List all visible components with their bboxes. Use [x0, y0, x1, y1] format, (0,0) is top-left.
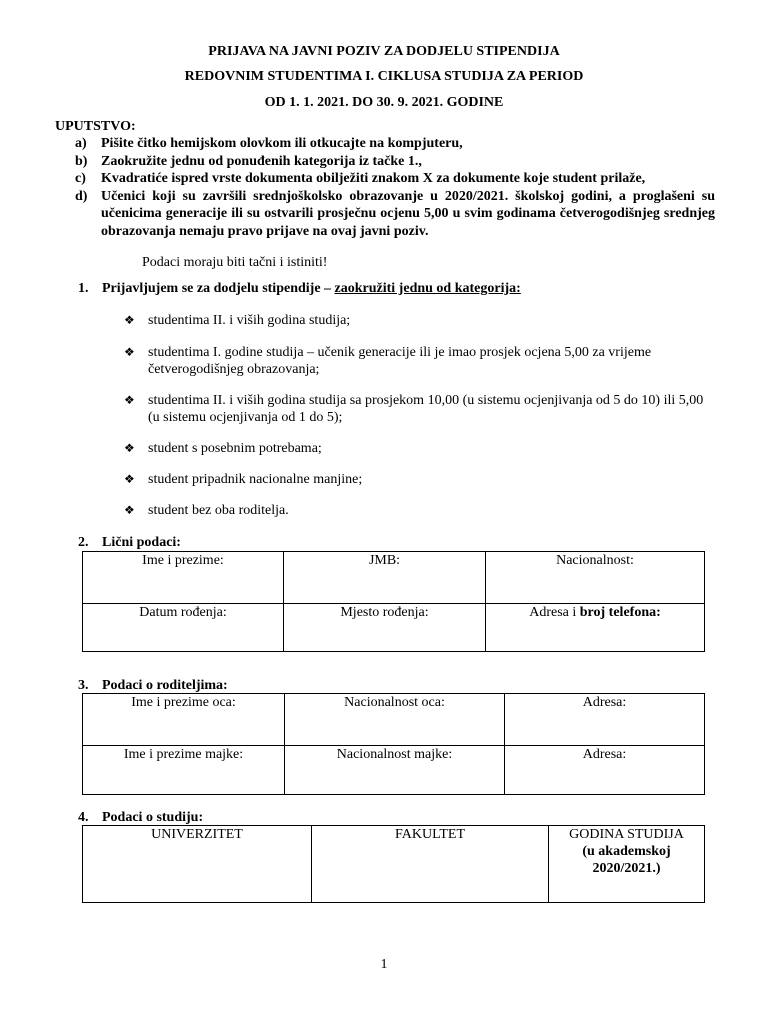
instruction-label: d)	[75, 188, 88, 204]
page-number: 1	[380, 957, 388, 972]
instruction-text: Pišite čitko hemijskom olovkom ili otkucajte na kompjuteru,	[101, 136, 463, 151]
academic-year-note-2: 2020/2021.)	[592, 861, 661, 876]
mother-address-field[interactable]: Adresa:	[505, 746, 705, 795]
father-address-field[interactable]: Adresa:	[505, 694, 705, 746]
diamond-bullet-icon: ❖	[124, 393, 135, 407]
category-text: studentima II. i viših godina studija;	[148, 313, 351, 328]
section-3-title	[78, 678, 228, 694]
category-text: studentima I. godine studija – učenik generacije ili je imao prosjek ocjena 5,00 za vrijeme četverogodišnjeg obrazovanja;	[148, 345, 652, 377]
title-line-1: PRIJAVA NA JAVNI POZIV ZA DODJELU STIPENDIJA	[208, 44, 560, 59]
instruction-label: b)	[75, 153, 88, 169]
instruction-text: Kvadratiće ispred vrste dokumenta obilježiti znakom X za dokumente koje student prilaže,	[101, 171, 646, 186]
category-item	[124, 502, 704, 519]
category-item	[124, 312, 704, 329]
father-name-field[interactable]: Ime i prezime oca:	[83, 694, 285, 746]
diamond-bullet-icon: ❖	[124, 345, 135, 359]
instructions-block	[55, 118, 715, 240]
mother-nationality-field[interactable]: Nacionalnost majke:	[285, 746, 505, 795]
section-3-text: Podaci o roditeljima:	[102, 678, 228, 693]
title-line-2: REDOVNIM STUDENTIMA I. CIKLUSA STUDIJA ZA PERIOD	[184, 69, 584, 84]
category-item	[124, 392, 704, 426]
academic-year-note-1: (u akademskoj	[582, 844, 671, 859]
table-row	[83, 694, 705, 746]
title-line-3: OD 1. 1. 2021. DO 30. 9. 2021. GODINE	[264, 95, 504, 110]
birth-date-field[interactable]: Datum rođenja:	[83, 604, 284, 652]
accuracy-note: Podaci moraju biti tačni i istiniti!	[142, 255, 328, 270]
address-label: Adresa i	[529, 605, 580, 620]
table-row	[83, 552, 705, 604]
diamond-bullet-icon: ❖	[124, 472, 135, 486]
instruction-text: Zaokružite jednu od ponuđenih kategorija iz tačke 1.,	[101, 153, 422, 169]
father-nationality-field[interactable]: Nacionalnost oca:	[285, 694, 505, 746]
university-field[interactable]: UNIVERZITET	[83, 826, 312, 903]
table-row	[83, 826, 705, 903]
category-item	[124, 440, 704, 457]
section-1-underlined: zaokružiti jednu od kategorija:	[334, 281, 521, 296]
study-year-label: GODINA STUDIJA	[569, 827, 684, 842]
instruction-item	[55, 153, 715, 171]
section-number: 3.	[78, 678, 89, 693]
section-1-title	[78, 281, 521, 297]
category-text: student bez oba roditelja.	[148, 503, 289, 518]
nationality-field[interactable]: Nacionalnost:	[486, 552, 705, 604]
table-row	[83, 604, 705, 652]
diamond-bullet-icon: ❖	[124, 441, 135, 455]
instruction-label: a)	[75, 136, 87, 151]
personal-data-table	[82, 551, 705, 652]
section-number: 2.	[78, 535, 89, 550]
instructions-title: UPUTSTVO:	[55, 119, 136, 134]
table-row	[83, 746, 705, 795]
birth-place-field[interactable]: Mjesto rođenja:	[284, 604, 486, 652]
section-4-title	[78, 810, 203, 826]
section-2-text: Lični podaci:	[102, 535, 181, 550]
section-2-title	[78, 535, 181, 551]
phone-label: broj telefona:	[579, 605, 661, 620]
section-1-text: Prijavljujem se za dodjelu stipendije –	[102, 281, 335, 296]
parents-data-table	[82, 693, 705, 795]
instruction-label: c)	[75, 171, 86, 186]
faculty-field[interactable]: FAKULTET	[312, 826, 549, 903]
jmb-field[interactable]: JMB:	[284, 552, 486, 604]
section-number: 4.	[78, 810, 89, 825]
category-text: student pripadnik nacionalne manjine;	[148, 472, 363, 487]
section-4-text: Podaci o studiju:	[102, 810, 204, 825]
category-item	[124, 344, 704, 378]
study-year-field[interactable]	[549, 826, 705, 903]
instruction-item	[55, 188, 715, 241]
address-phone-field[interactable]	[486, 604, 705, 652]
diamond-bullet-icon: ❖	[124, 313, 135, 327]
study-data-table	[82, 825, 705, 903]
name-field[interactable]: Ime i prezime:	[83, 552, 284, 604]
category-item	[124, 471, 704, 488]
instruction-text: Učenici koji su završili srednjoškolsko obrazovanje u 2020/2021. školskoj godini, a proglašeni su učenicima generacije ili su ostvarili prosječnu ocjenu 5,00 u svim godinama četverogodišnjeg srednjeg obrazovanja nemaju pravo prijave na ovaj javni poziv.	[101, 188, 715, 239]
diamond-bullet-icon: ❖	[124, 503, 135, 517]
instruction-item	[55, 170, 715, 188]
mother-name-field[interactable]: Ime i prezime majke:	[83, 746, 285, 795]
instruction-item	[55, 135, 715, 153]
category-text: student s posebnim potrebama;	[148, 441, 322, 456]
section-number: 1.	[78, 281, 89, 296]
category-text: studentima II. i viših godina studija sa prosjekom 10,00 (u sistemu ocjenjivanja od 5 do 10) ili 5,00 (u sistemu ocjenjivanja od 1 do 5);	[148, 393, 704, 425]
